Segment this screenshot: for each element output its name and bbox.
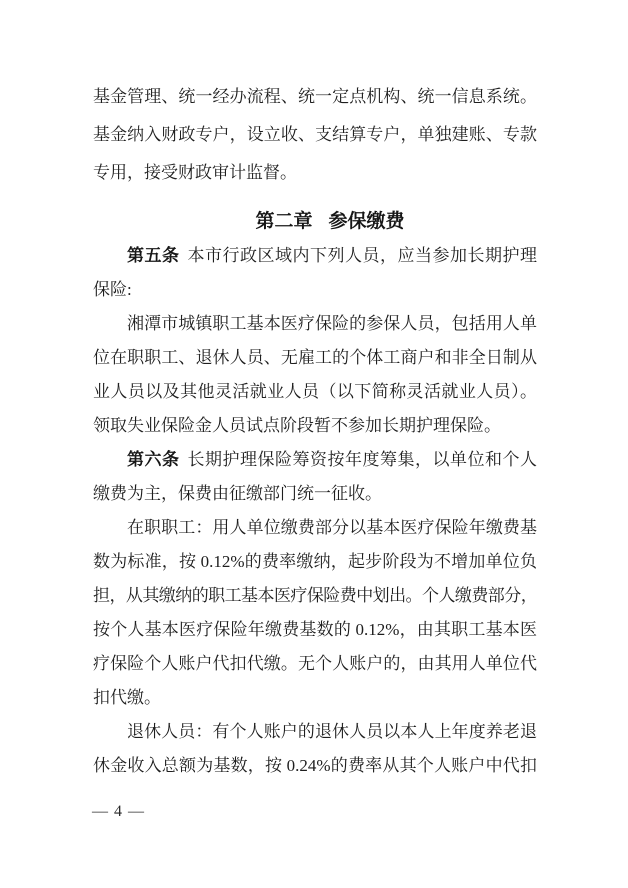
paragraph-line: 保险: [93, 280, 132, 299]
article-number: 第五条 [127, 246, 180, 265]
paragraph-line: 基金管理、统一经办流程、统一定点机构、统一信息系统。 [93, 87, 537, 106]
paragraph-line: 担，从其缴纳的职工基本医疗保险费中划出。个人缴费部分， [93, 586, 537, 605]
article-five-line [93, 239, 537, 273]
paragraph-line: 疗保险个人账户代扣代缴。无个人账户的，由其用人单位代 [93, 654, 537, 673]
paragraph-line: 按个人基本医疗保险年缴费基数的 0.12%，由其职工基本医 [93, 620, 537, 639]
paragraph-line: 业人员以及其他灵活就业人员（以下简称灵活就业人员）。 [93, 382, 537, 401]
chapter-title: 参保缴费 [328, 211, 405, 232]
chapter-number: 第二章 [255, 211, 313, 232]
chapter-heading [108, 205, 552, 239]
paragraph-line: 休金收入总额为基数，按 0.24%的费率从其个人账户中代扣 [93, 756, 537, 775]
article-text: 本市行政区域内下列人员，应当参加长期护理 [187, 246, 537, 265]
article-text: 长期护理保险筹资按年度筹集，以单位和个人 [187, 450, 537, 469]
article-number: 第六条 [127, 450, 180, 469]
paragraph-line: 缴费为主，保费由征缴部门统一征收。 [93, 484, 382, 503]
paragraph-line: 在职职工：用人单位缴费部分以基本医疗保险年缴费基 [127, 518, 537, 537]
article-six-line [93, 443, 537, 477]
document-content [93, 78, 537, 783]
paragraph-line: 数为标准，按 0.12%的费率缴纳，起步阶段为不增加单位负 [93, 552, 537, 571]
paragraph-line: 基金纳入财政专户，设立收、支结算专户，单独建账、专款 [93, 125, 537, 144]
paragraph-line: 退休人员：有个人账户的退休人员以本人上年度养老退 [127, 722, 537, 741]
paragraph-line: 专用，接受财政审计监督。 [93, 163, 297, 182]
paragraph-line: 位在职职工、退休人员、无雇工的个体工商户和非全日制从 [93, 348, 537, 367]
page-number: — 4 — [92, 803, 145, 820]
paragraph-line: 领取失业保险金人员试点阶段暂不参加长期护理保险。 [93, 416, 501, 435]
paragraph-line: 扣代缴。 [93, 688, 161, 707]
paragraph-line: 湘潭市城镇职工基本医疗保险的参保人员，包括用人单 [127, 314, 537, 333]
